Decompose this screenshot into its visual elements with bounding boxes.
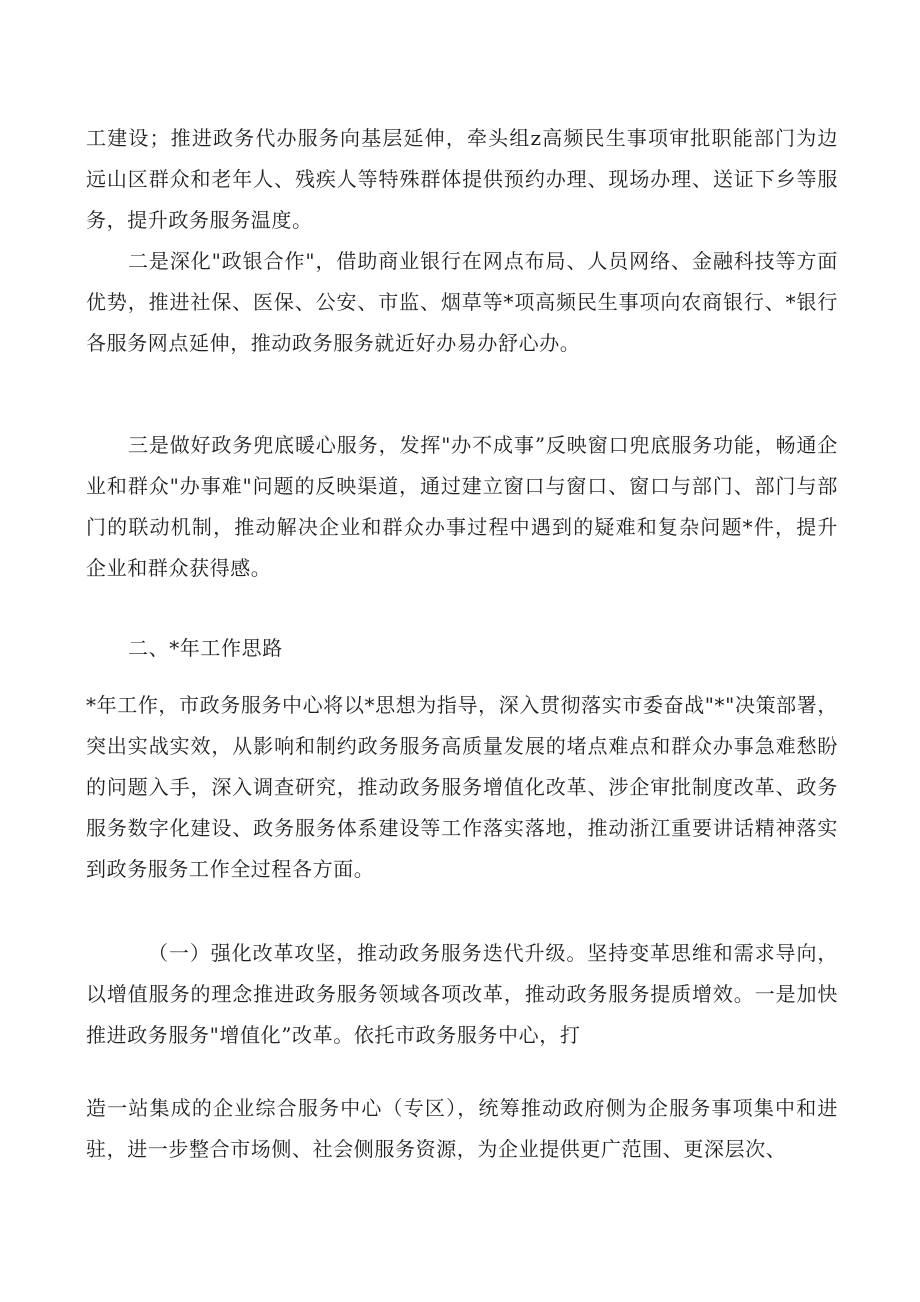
- paragraph-block: [86, 241, 838, 364]
- paragraph-4: *年工作，市政务服务中心将以*思想为指导，深入贯彻落实市委奋战"*"决策部署，突出实战实效，从影响和制约政务服务高质量发展的堵点难点和群众办事急难愁盼的问题入手，深入调查研究，推动政务服务增值化改革、涉企审批制度改革、政务服务数字化建设、政务服务体系建设等工作落实落地，推动浙江重要讲话精神落实到政务服务工作全过程各方面。: [86, 693, 838, 881]
- paragraph-continuation: [86, 118, 838, 241]
- paragraph-block: [86, 685, 838, 890]
- paragraph-3: 三是做好政务兜底暖心服务，发挥"办不成事”反映窗口兜底服务功能，畅通企业和群众"办事难"问题的反映渠道，通过建立窗口与窗口、窗口与部门、部门与部门的联动机制，推动解决企业和群众办事过程中遇到的疑难和复杂问题*件，提升企业和群众获得感。: [86, 433, 838, 580]
- paragraph-6: 造一站集成的企业综合服务中心（专区），统筹推动政府侧为企服务事项集中和进驻，进一步整合市场侧、社会侧服务资源，为企业提供更广范围、更深层次、: [86, 1096, 838, 1161]
- paragraph-2: 二是深化"政银合作"，借助商业银行在网点布局、人员网络、金融科技等方面优势，推进社保、医保、公安、市监、烟草等*项高频民生事项向农商银行、*银行各服务网点延伸，推动政务服务就近好办易办舒心办。: [86, 249, 838, 355]
- paragraph-5: （一）强化改革攻坚，推动政务服务迭代升级。坚持变革思维和需求导向，以增值服务的理念推进政务服务领域各项改革，推动政务服务提质增效。一是加快推进政务服务"增值化”改革。依托市政务服务中心，打: [86, 941, 838, 1047]
- paragraph-block: [86, 1088, 838, 1170]
- section-heading: 二、*年工作思路: [128, 636, 283, 660]
- paragraph-1: 工建设；推进政务代办服务向基层延伸，牵头组z高频民生事项审批职能部门为边远山区群众和老年人、残疾人等特殊群体提供预约办理、现场办理、送证下乡等服务，提升政务服务温度。: [86, 126, 838, 232]
- section-heading-block: [86, 628, 838, 669]
- paragraph-block: [86, 425, 838, 589]
- paragraph-block: [86, 933, 838, 1056]
